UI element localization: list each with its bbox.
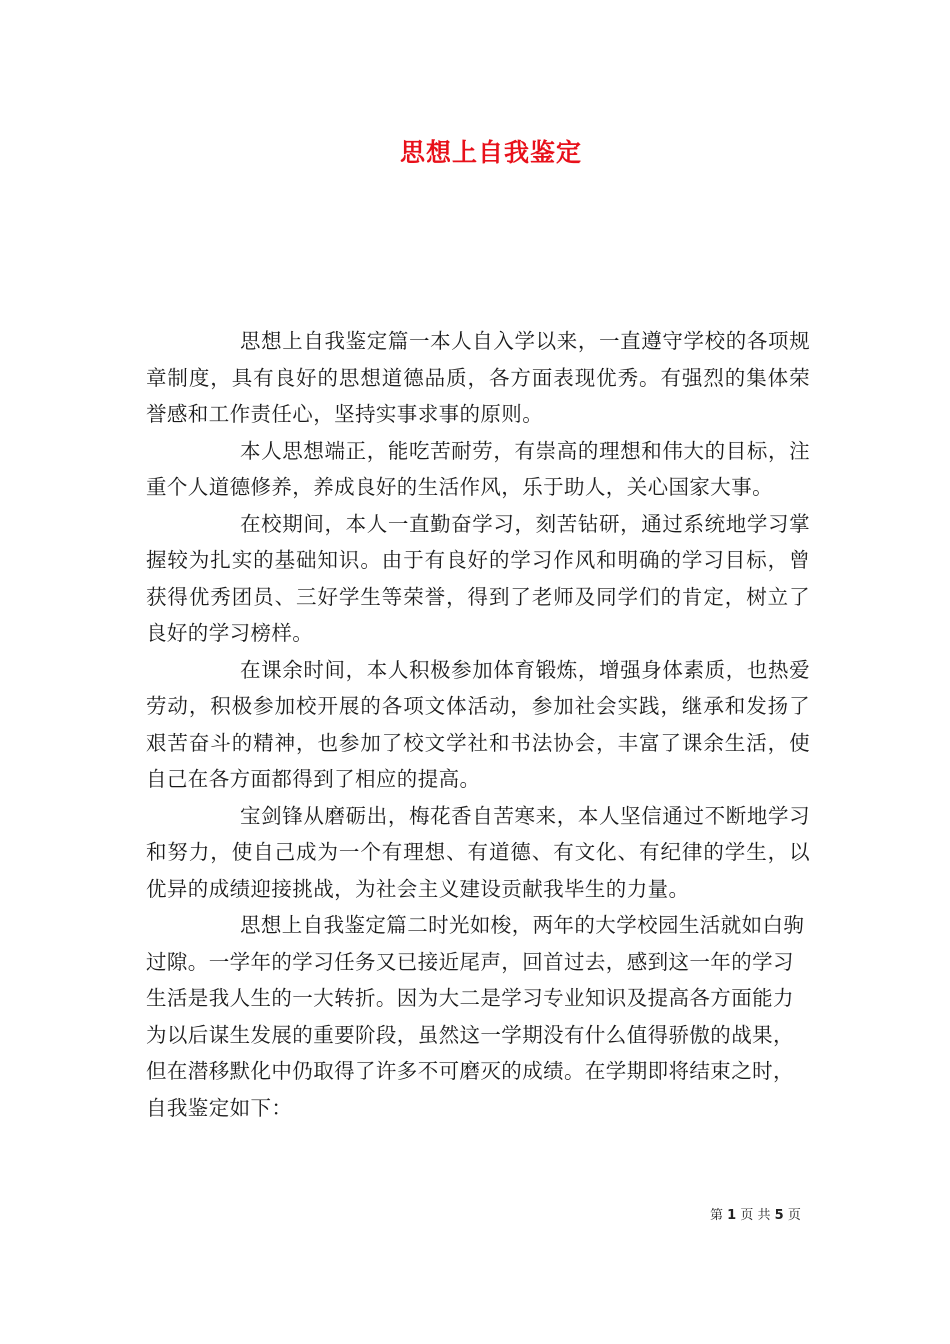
paragraph-4: 在课余时间，本人积极参加体育锻炼，增强身体素质，也热爱劳动，积极参加校开展的各项文体活动，参加社会实践，继承和发扬了艰苦奋斗的精神，也参加了校文学社和书法协会，丰富了课余生活，使自己在各方面都得到了相应的提高。	[146, 657, 810, 791]
paragraph-6: 思想上自我鉴定篇二时光如梭，两年的大学校园生活就如白驹过隙。一学年的学习任务又已接近尾声，回首过去，感到这一年的学习生活是我人生的一大转折。因为大二是学习专业知识及提高各方面能力为以后谋生发展的重要阶段，虽然这一学期没有什么值得骄傲的战果，但在潜移默化中仍取得了许多不可磨灭的成绩。在学期即将结束之时，自我鉴定如下：	[146, 913, 805, 1120]
page-number-footer	[710, 1204, 801, 1223]
document-title: 思想上自我鉴定	[400, 138, 583, 167]
paragraph-5: 宝剑锋从磨砺出，梅花香自苦寒来，本人坚信通过不断地学习和努力，使自己成为一个有理想、有道德、有文化、有纪律的学生，以优异的成绩迎接挑战，为社会主义建设贡献我毕生的力量。	[146, 803, 810, 901]
footer-prefix: 第	[710, 1208, 724, 1223]
current-page-number: 1	[727, 1208, 737, 1223]
paragraph-1: 思想上自我鉴定篇一本人自入学以来，一直遵守学校的各项规章制度，具有良好的思想道德品质，各方面表现优秀。有强烈的集体荣誉感和工作责任心，坚持实事求事的原则。	[146, 329, 810, 426]
paragraph-3: 在校期间，本人一直勤奋学习，刻苦钻研，通过系统地学习掌握较为扎实的基础知识。由于有良好的学习作风和明确的学习目标，曾获得优秀团员、三好学生等荣誉，得到了老师及同学们的肯定，树立了良好的学习榜样。	[146, 511, 810, 645]
document-body	[146, 323, 810, 1126]
footer-suffix: 页	[787, 1208, 801, 1223]
total-page-count: 5	[774, 1208, 784, 1223]
paragraph-2: 本人思想端正，能吃苦耐劳，有崇高的理想和伟大的目标，注重个人道德修养，养成良好的生活作风，乐于助人，关心国家大事。	[146, 438, 810, 499]
footer-middle: 页 共	[740, 1208, 771, 1223]
